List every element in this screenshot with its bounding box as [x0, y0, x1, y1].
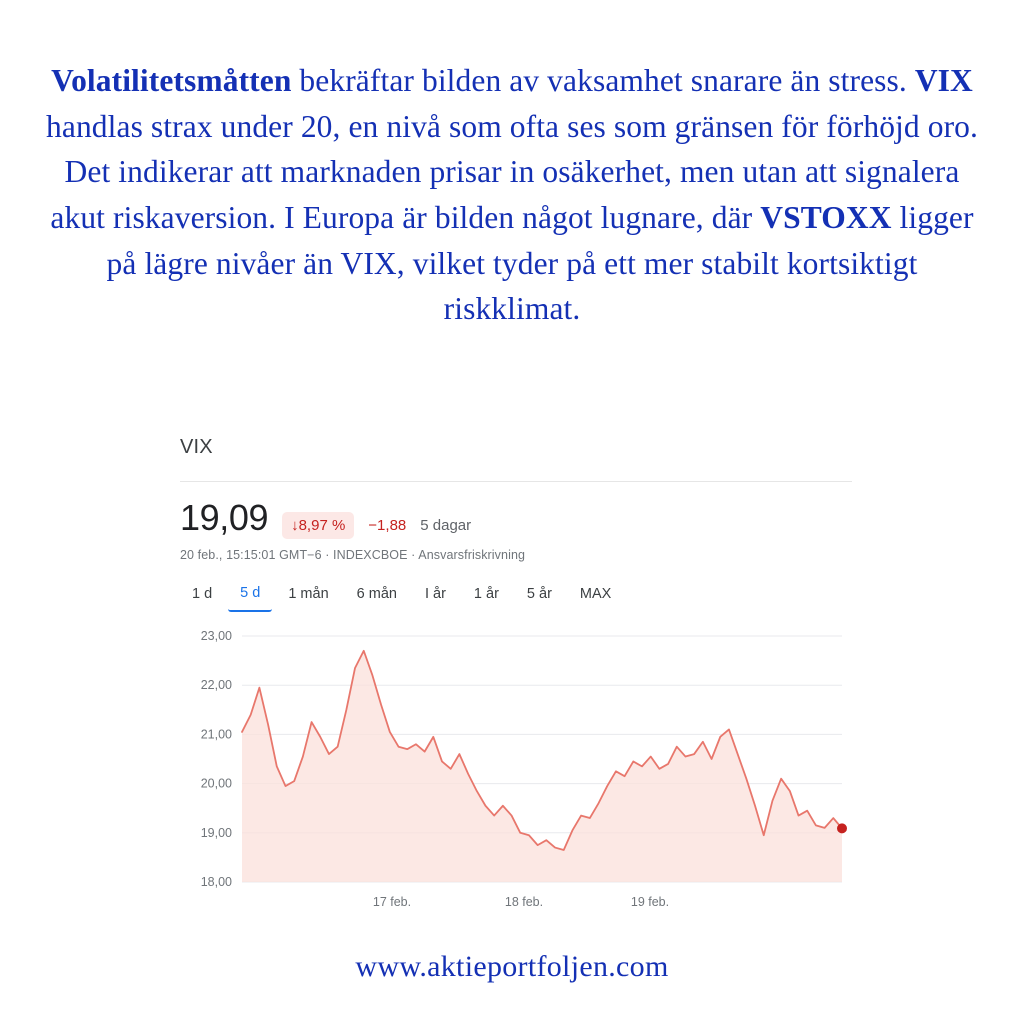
headline-segment-1: bekräftar bilden av vaksamhet snarare än stress. [291, 63, 915, 98]
quote-row [180, 497, 852, 539]
price-chart-svg [180, 628, 852, 918]
divider [180, 481, 852, 482]
x-tick-label: 17 feb. [372, 895, 412, 909]
headline-text [46, 63, 978, 326]
headline-segment-4: VSTOXX [760, 200, 892, 236]
y-tick-label: 23,00 [200, 629, 232, 643]
headline-segment-0: Volatilitetsmåtten [51, 63, 292, 98]
y-tick-label: 22,00 [200, 678, 232, 693]
headline-segment-2: VIX [914, 63, 973, 98]
y-tick-label: 21,00 [200, 727, 232, 742]
y-tick-label: 20,00 [200, 776, 232, 791]
range-option-5-d[interactable]: 5 d [228, 580, 272, 612]
range-option-max[interactable]: MAX [579, 586, 612, 602]
site-url: www.aktieportfoljen.com [355, 950, 669, 983]
x-tick-label: 19 feb. [630, 895, 670, 909]
change-period: 5 dagar [420, 517, 472, 534]
range-option-5-år[interactable]: 5 år [526, 586, 552, 602]
ticker-title: VIX [180, 436, 213, 458]
range-option-1-mån[interactable]: 1 mån [288, 586, 329, 602]
change-absolute: −1,88 [368, 517, 407, 534]
range-option-1-d[interactable]: 1 d [192, 586, 213, 602]
current-price: 19,09 [180, 497, 269, 538]
range-option-1-år[interactable]: 1 år [473, 586, 499, 602]
last-point-marker [837, 823, 847, 833]
y-tick-label: 18,00 [200, 875, 232, 889]
range-selector[interactable] [180, 580, 852, 612]
change-percent-badge: ↓8,97 % [282, 512, 354, 539]
x-tick-label: 18 feb. [504, 895, 544, 909]
range-option-6-mån[interactable]: 6 mån [356, 586, 397, 602]
range-option-i-år[interactable]: I år [424, 586, 446, 602]
headline-segment-5: ligger på lägre nivåer än VIX, vilket tyder på ett mer stabilt kortsiktigt riskklimat. [106, 200, 974, 327]
quote-meta: 20 feb., 15:15:01 GMT−6 · INDEXCBOE · Ansvarsfriskrivning [180, 548, 526, 562]
headline-segment-3: handlas strax under 20, en nivå som ofta ses som gränsen för förhöjd oro. Det indikerar att marknaden prisar in osäkerhet, men utan att signalera akut riskaversion. I Europa är bilden något lugnare, där [46, 108, 978, 236]
y-tick-label: 19,00 [200, 825, 232, 840]
price-chart[interactable] [180, 628, 852, 918]
page-title [0, 0, 1024, 332]
stock-quote-card [180, 436, 852, 918]
